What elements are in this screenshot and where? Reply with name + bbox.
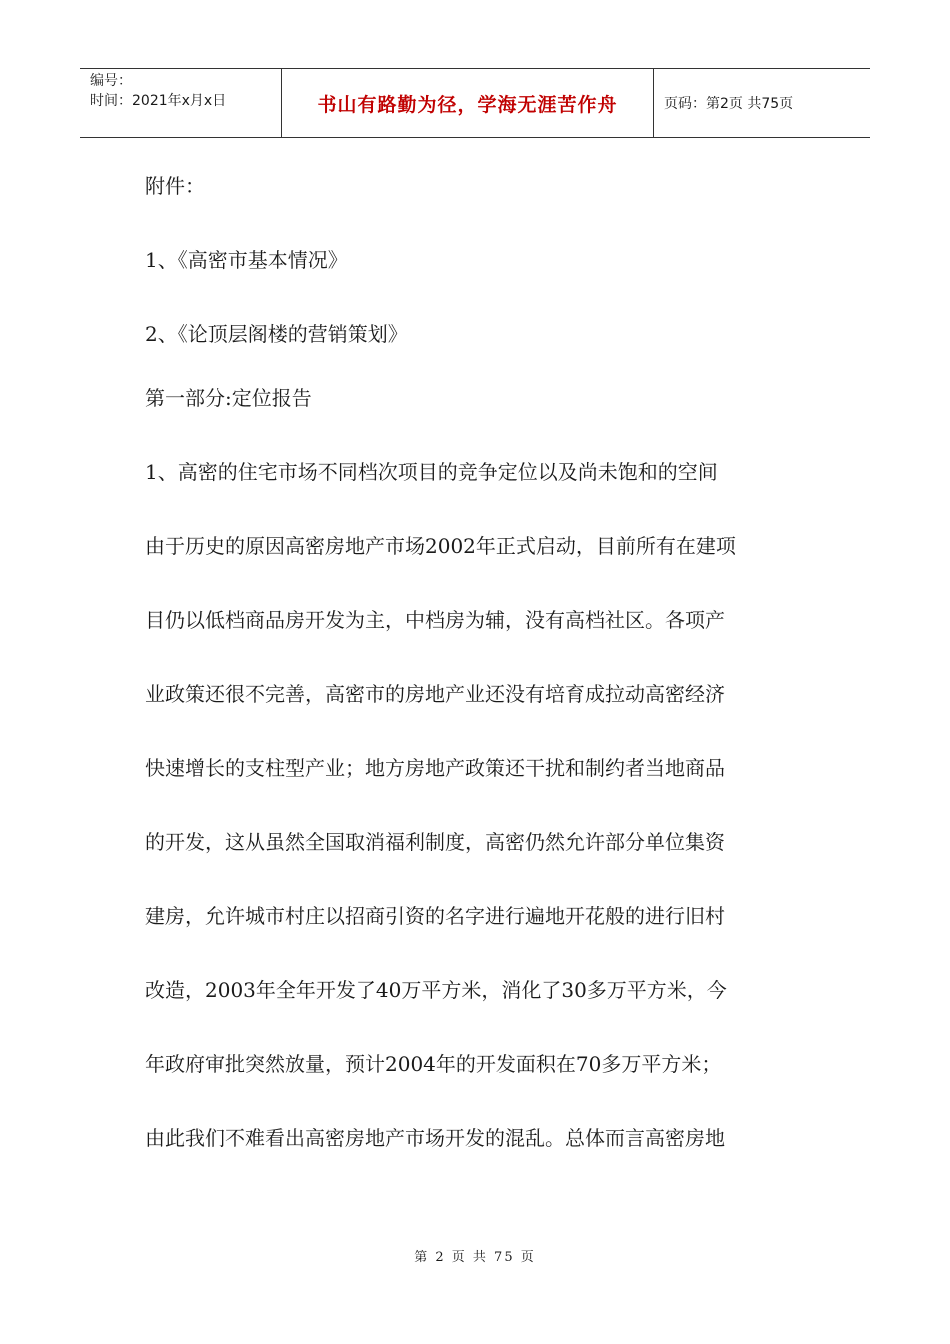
page-header — [80, 68, 870, 138]
document-body — [145, 168, 825, 1194]
header-page-info: 页码：第2页 共75页 — [664, 96, 794, 112]
header-motto: 书山有路勤为径，学海无涯苦作舟 — [282, 69, 654, 137]
paragraph-line: 改造，2003年全年开发了40万平方米，消化了30多万平方米，今 — [145, 978, 727, 1002]
paragraph-line: 由于历史的原因高密房地产市场2002年正式启动，目前所有在建项 — [145, 534, 736, 558]
paragraph-line: 年政府审批突然放量，预计2004年的开发面积在70多万平方米； — [145, 1052, 722, 1076]
paragraph-line: 的开发，这从虽然全国取消福利制度，高密仍然允许部分单位集资 — [145, 830, 725, 854]
page-footer: 第 2 页 共 75 页 — [414, 1250, 536, 1265]
section-heading: 第一部分:定位报告 — [145, 386, 312, 410]
paragraph-line: 业政策还很不完善，高密市的房地产业还没有培育成拉动高密经济 — [145, 682, 725, 706]
paragraph-line: 目仍以低档商品房开发为主，中档房为辅，没有高档社区。各项产 — [145, 608, 725, 632]
paragraph-line: 1、《高密市基本情况》 — [145, 248, 348, 272]
paragraph-line: 快速增长的支柱型产业；地方房地产政策还干扰和制约者当地商品 — [145, 756, 725, 780]
paragraph-line: 2、《论顶层阁楼的营销策划》 — [145, 322, 408, 346]
document-number-label: 编号： — [90, 73, 132, 89]
paragraph-line: 由此我们不难看出高密房地产市场开发的混乱。总体而言高密房地 — [145, 1126, 725, 1150]
header-meta — [80, 69, 282, 137]
paragraph-line: 建房，允许城市村庄以招商引资的名字进行遍地开花般的进行旧村 — [145, 904, 725, 928]
document-date-label: 时间：2021年x月x日 — [90, 93, 227, 109]
paragraph-line: 附件： — [145, 174, 205, 198]
paragraph-line: 1、高密的住宅市场不同档次项目的竞争定位以及尚未饱和的空间 — [145, 460, 718, 484]
